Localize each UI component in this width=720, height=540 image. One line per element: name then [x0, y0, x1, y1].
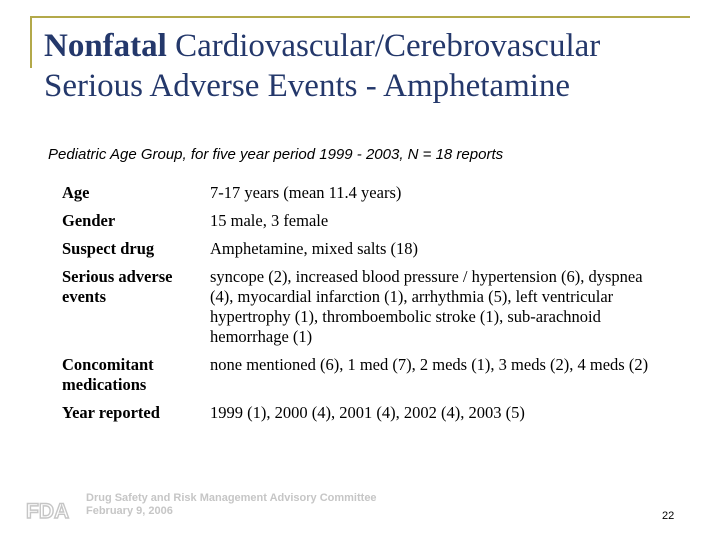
title-frame-top-line [30, 16, 690, 18]
footer-date: February 9, 2006 [86, 505, 173, 517]
table-row [58, 211, 668, 239]
slide-title [44, 26, 704, 106]
table-row [58, 355, 668, 403]
footer-committee: Drug Safety and Risk Management Advisory Committee [86, 492, 377, 504]
footer-text [86, 492, 377, 518]
row-label: Suspect drug [62, 239, 155, 258]
table-row [58, 267, 668, 355]
slide-subtitle: Pediatric Age Group, for five year period 1999 - 2003, N = 18 reports [48, 146, 504, 163]
row-label: Gender [62, 211, 116, 230]
row-label: Year reported [62, 403, 160, 422]
page-number: 22 [662, 510, 675, 522]
row-value: 7-17 years (mean 11.4 years) [210, 183, 402, 202]
row-label: Serious adverse events [62, 267, 173, 306]
row-value: syncope (2), increased blood pressure / hypertension (6), dyspnea (4), myocardial infarction (1), arrhythmia (5), left ventricular hypertrophy (1), thromboembolic stroke (1), sub-arachnoid hemorrhage (1) [210, 267, 643, 346]
title-line-1 [44, 26, 704, 66]
table-row [58, 403, 668, 431]
row-label: Age [62, 183, 90, 202]
adverse-events-table [58, 183, 668, 431]
row-label: Concomitant medications [62, 355, 154, 394]
row-value: none mentioned (6), 1 med (7), 2 meds (1), 3 meds (2), 4 meds (2) [210, 355, 649, 374]
fda-logo [24, 498, 80, 522]
row-value: Amphetamine, mixed salts (18) [210, 239, 419, 258]
table-row [58, 239, 668, 267]
title-line-1-rest: Cardiovascular/Cerebrovascular [166, 28, 601, 64]
svg-text:FDA: FDA [26, 500, 70, 522]
title-bold-word: Nonfatal [44, 28, 167, 64]
title-line-2: Serious Adverse Events - Amphetamine [44, 68, 571, 104]
table-row [58, 183, 668, 211]
row-value: 15 male, 3 female [210, 211, 329, 230]
title-frame-left-line [30, 16, 32, 68]
row-value: 1999 (1), 2000 (4), 2001 (4), 2002 (4), 2003 (5) [210, 403, 525, 422]
